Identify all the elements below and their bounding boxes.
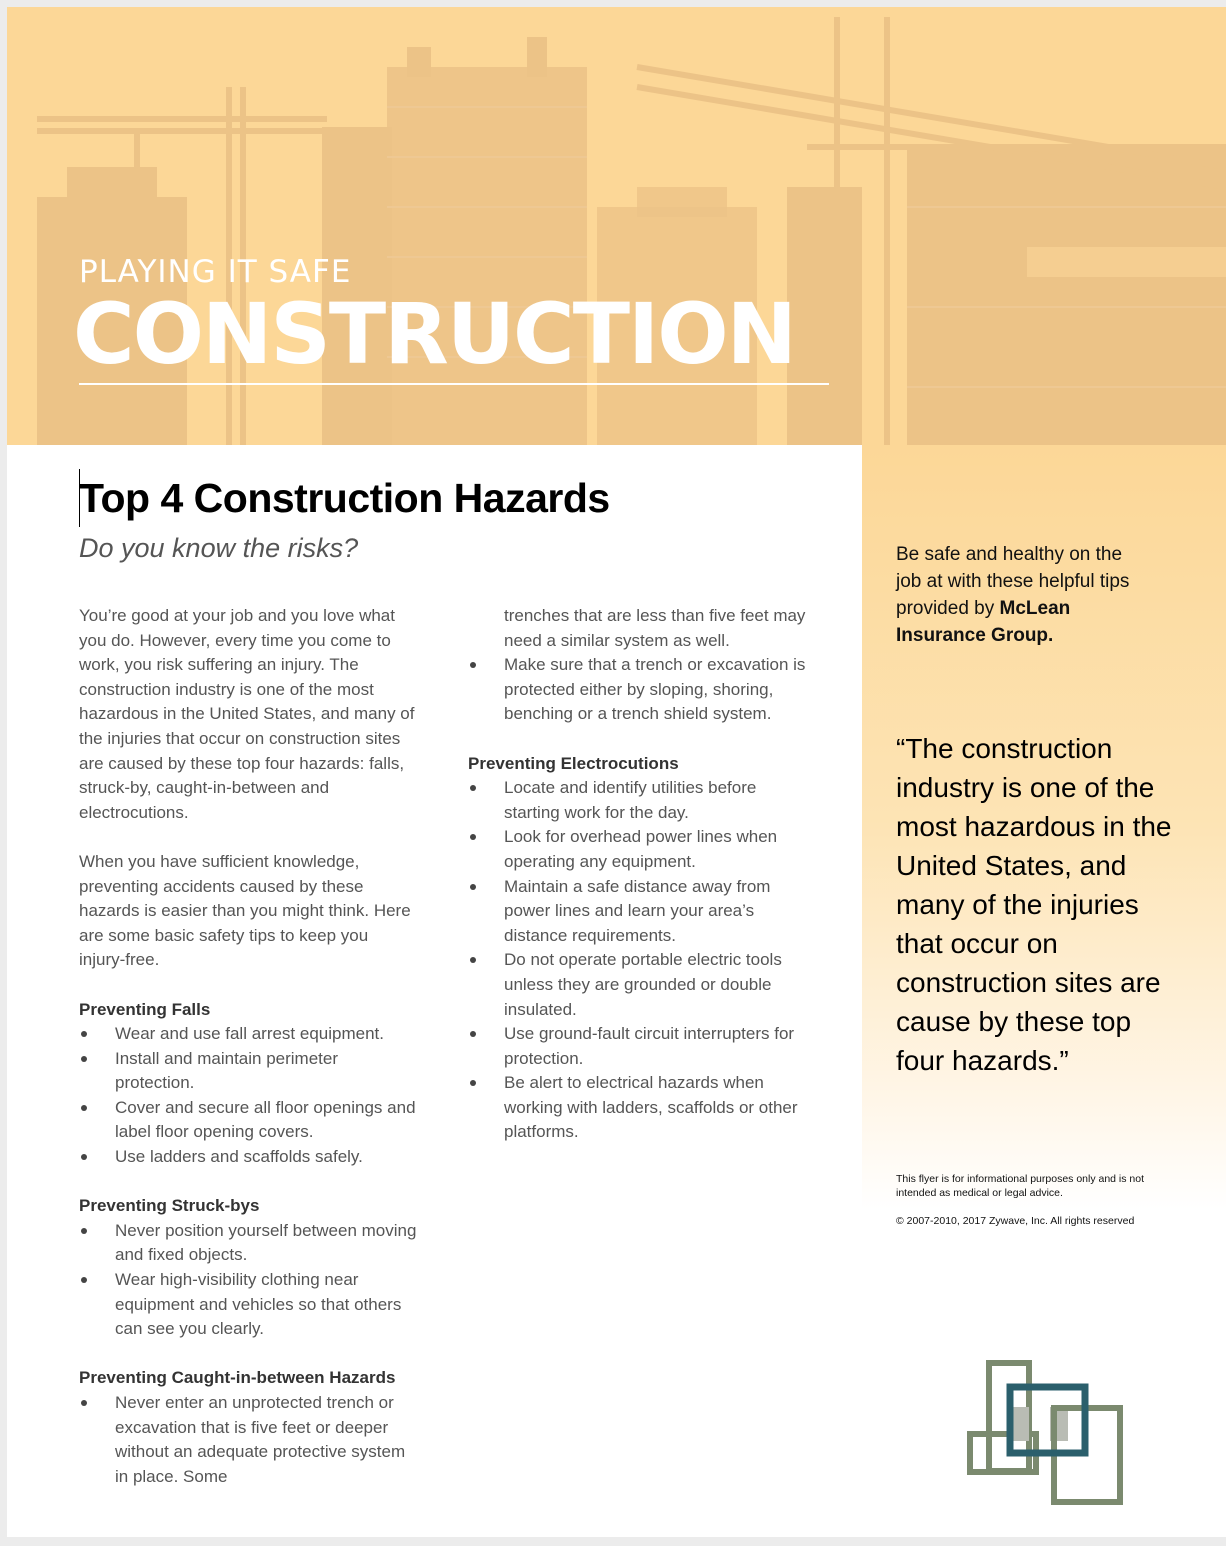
section-heading-caught-in-between: Preventing Caught-in-between Hazards: [79, 1368, 396, 1388]
copyright-notice: © 2007-2010, 2017 Zywave, Inc. All rights reserved: [896, 1215, 1135, 1227]
section-heading-electrocutions: Preventing Electrocutions: [468, 753, 679, 773]
list-item-continued: trenches that are less than five feet may need a similar system as well.: [504, 606, 806, 650]
flyer-page: [7, 7, 1226, 1537]
pull-quote: “The construction industry is one of the most hazardous in the United States, and many of the injuries that occur on construction sites are cause by these top four hazards.”: [896, 733, 1172, 1076]
list-item: Wear high-visibility clothing near equipment and vehicles so that others can see you clearly.: [79, 1268, 419, 1342]
banner-divider: [79, 383, 829, 385]
list-item: Use ground-fault circuit interrupters for protection.: [468, 1022, 813, 1071]
sidebar-intro-text: Be safe and healthy on the job at with these helpful tips provided by: [896, 544, 1130, 619]
list-item: Look for overhead power lines when operating any equipment.: [468, 825, 813, 874]
list-item: Never enter an unprotected trench or excavation that is five feet or deeper without an adequate protective system in place. Some: [79, 1391, 419, 1489]
sidebar-company-name: McLean Insurance Group.: [896, 598, 1071, 646]
intro-paragraph-2: When you have sufficient knowledge, preventing accidents caused by these hazards is easier than you might think. Here are some basic safety tips to keep you injury-free.: [79, 851, 411, 970]
header-banner: [7, 7, 1226, 445]
list-item: Locate and identify utilities before starting work for the day.: [468, 776, 813, 825]
list-item: Install and maintain perimeter protection.: [79, 1047, 419, 1096]
list-item: Wear and use fall arrest equipment.: [79, 1022, 419, 1047]
caught-in-between-list: [79, 1391, 419, 1489]
page-subtitle: Do you know the risks?: [79, 533, 359, 563]
list-item: Make sure that a trench or excavation is protected either by sloping, shoring, benching or a trench shield system.: [468, 653, 813, 727]
banner-kicker: PLAYING IT SAFE: [79, 254, 352, 290]
list-item: Use ladders and scaffolds safely.: [79, 1145, 419, 1170]
electrocutions-list: [468, 776, 813, 1145]
list-item: Be alert to electrical hazards when working with ladders, scaffolds or other platforms.: [468, 1071, 813, 1145]
disclaimer: This flyer is for informational purposes only and is not intended as medical or legal advice.: [896, 1173, 1145, 1199]
section-heading-falls: Preventing Falls: [79, 999, 211, 1019]
list-item: Maintain a safe distance away from power lines and learn your area’s distance requirements.: [468, 875, 813, 949]
intro-paragraph-1: You’re good at your job and you love what you do. However, every time you come to work, you risk suffering an injury. The construction industry is one of the most hazardous in the United States, and many of the injuries that occur on construction sites are caused by these top four hazards: falls, struck-by, caught-in-between and electrocutions.: [79, 606, 415, 822]
caught-in-between-list-continued: [468, 653, 813, 727]
sidebar-panel: [862, 445, 1226, 1537]
page-title: Top 4 Construction Hazards: [79, 475, 610, 521]
content-column-right: [468, 604, 813, 1170]
content-column-left: [79, 604, 419, 1514]
sidebar-intro: [896, 541, 1146, 649]
list-item: Cover and secure all floor openings and label floor opening covers.: [79, 1096, 419, 1145]
falls-list: [79, 1022, 419, 1170]
banner-headline: CONSTRUCTION: [73, 285, 795, 383]
list-item: Never position yourself between moving and fixed objects.: [79, 1219, 419, 1268]
struck-bys-list: [79, 1219, 419, 1342]
company-logo-icon: [967, 1357, 1127, 1507]
section-heading-struck-bys: Preventing Struck-bys: [79, 1196, 260, 1216]
list-item: Do not operate portable electric tools unless they are grounded or double insulated.: [468, 948, 813, 1022]
